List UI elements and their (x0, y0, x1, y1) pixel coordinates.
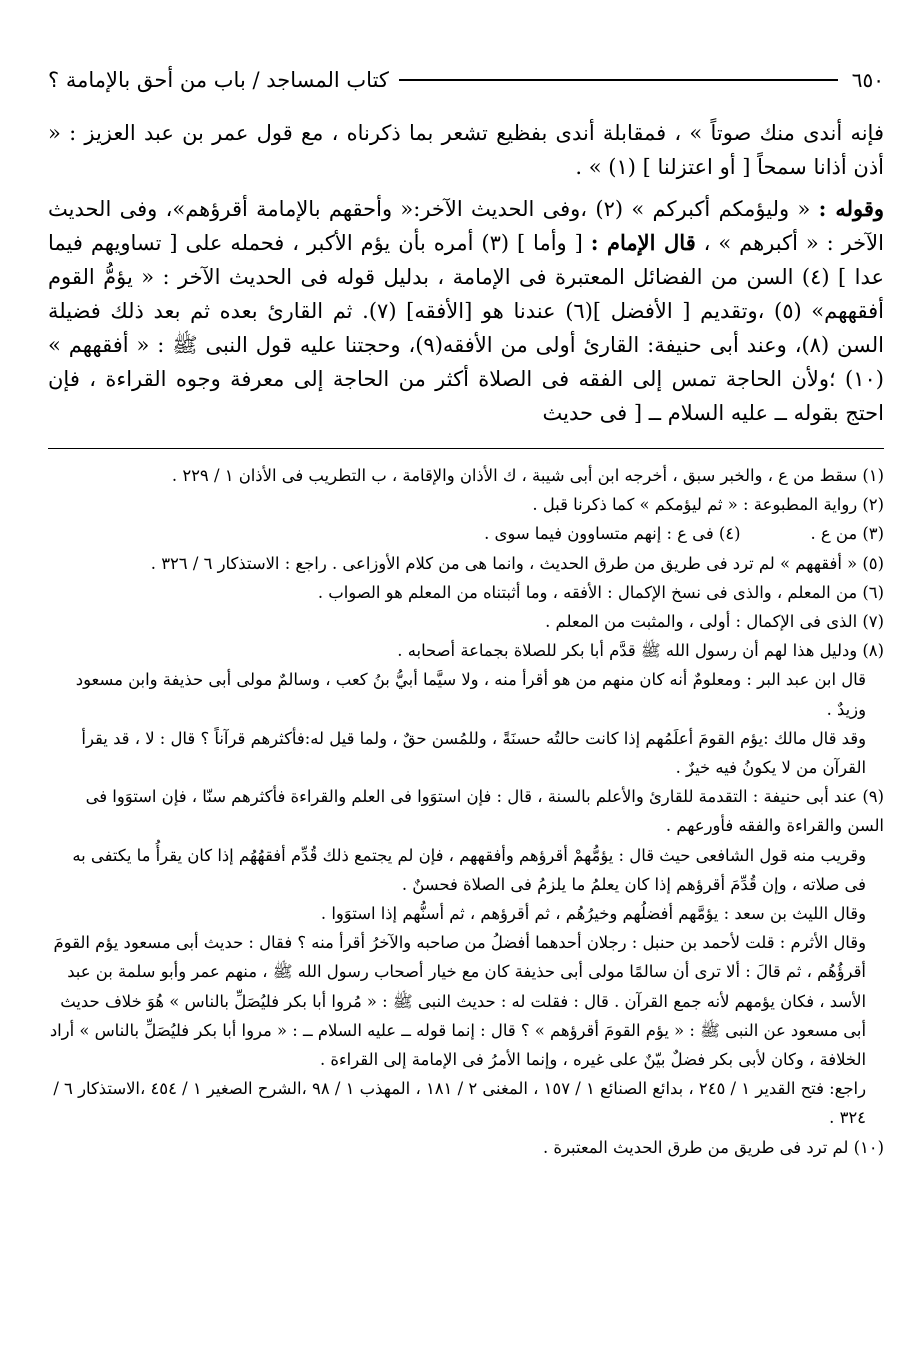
footnote-10: (١٠) لم ترد فى طريق من طرق الحديث المعتبرة . (542, 1137, 884, 1157)
footnote-8-para-b: وقد قال مالك :يؤم القومَ أعلَمُهم إذا كانت حالتُه حسنَةً ، وللمُسن حقٌ ، ولما قيل له:فأكثرهم قرآناً ؟ قال : لا ، قد يقرأ القرآن من لا يكونُ فيه خيرٌ . (81, 728, 866, 778)
footnote-7: (٧) الذى فى الإكمال : أولى ، والمثبت من المعلم . (545, 612, 884, 632)
footnotes (48, 461, 884, 1162)
footnote-9-para-c: وقال الأثرم : قلت لأحمد بن حنبل : رجلان أحدهما أفضلُ من صاحبه والآخرُ أقرأ منه ؟ فقال : حديث أبى مسعود يؤم القومَ أقرؤُهُم ، ثم قالَ : ألا ترى أن سالمًا مولى أبى حذيفة كان مع خيار أصحاب رسول الله ﷺ ، منهم عمر وأبو سلمة بن عبد الأسد ، فكان يؤمهم لأنه جمع القرآن . قال : فقلت له : حديث النبى ﷺ : « مُروا أبا بكر فليُصَلِّ بالناس » هُوَ خلاف حديث أبى مسعود عن النبى ﷺ : « يؤم القومَ أقرؤهم » ؟ قال : إنما قوله ــ عليه السلام ــ : « مروا أبا بكر فليُصَلِّ بالناس » أراد الخلافة ، وكان لأبى بكر فضلٌ بيّنٌ على غيره ، وإنما الأمرُ فى الإمامة إلى القراءة . (49, 933, 866, 1070)
footnote-5: (٥) « أفقههم » لم ترد فى طريق من طرق الحديث ، وانما هى من كلام الأوزاعى . راجع : الاستذكار ٦ / ٣٢٦ . (150, 553, 884, 573)
footnote-9-para-b: وقال الليث بن سعد : يؤمَّهم أفضلُهم وخيرُهُم ، ثم أقرؤهم ، ثم أسنُّهم إذا استوَوا . (320, 904, 866, 924)
header-rule (399, 79, 838, 81)
paragraph-2-part-a: « وليؤمكم أكبركم » (٢) ،وفى الحديث الآخر:« وأحقهم بالإمامة أقرؤهم»، وفى الحديث الآخر : « أكبرهم » ، (48, 197, 884, 255)
lead-word: وقوله : (818, 196, 885, 221)
footnote-2: (٢) رواية المطبوعة : « ثم ليؤمكم » كما ذكرنا قبل . (532, 495, 884, 515)
paragraph-2-part-b: [ وأما ] (٣) أمره بأن يؤم الأكبر ، فحمله على [ تساويهم فيما عدا ] (٤) السن من الفضائل المعتبرة فى الإمامة ، بدليل قوله فى الحديث الآخر : « يؤمُّ القوم أفقههم» (٥) ،وتقديم [ الأفضل ](٦) عندنا هو [الأفقه] (٧). ثم القارئ بعده ثم بعد ذلك فضيلة السن (٨)، وعند أبى حنيفة: القارئ أولى من الأفقه(٩)، وحجتنا عليه قول النبى ﷺ : « أفقههم » (١٠) ؛ولأن الحاجة تمس إلى الفقه فى الصلاة أكثر من الحاجة إلى معرفة وجوه القراءة ، فإن احتج بقوله ــ عليه السلام ــ [ فى حديث (48, 231, 885, 425)
footnote-8-para-a: قال ابن عبد البر : ومعلومٌ أنه كان منهم من هو أقرأ منه ، ولا سيَّما أبيُّ بنُ كعب ، وسالمٌ مولى أبى حذيفة وابن مسعود وزيدٌ . (75, 670, 866, 719)
footnote-1: (١) سقط من ع ، والخبر سبق ، أخرجه ابن أبى شيبة ، ك الأذان والإقامة ، ب التطريب فى الأذان ١ / ٢٢٩ . (171, 466, 884, 485)
footnote-9-para-a: وقريب منه قول الشافعى حيث قال : يؤمُّهمْ أقرؤهم وأفقههم ، فإن لم يجتمع ذلك قُدِّم أفقهُهُم إذا كان يقرأُ ما يكتفى به فى صلاته ، وإن قُدِّمَ أقرؤهم إذا كان يعلمُ ما يلزمُ فى الصلاة فحسنٌ . (72, 845, 866, 894)
footnote-8: (٨) ودليل هذا لهم أن رسول الله ﷺ قدَّم أبا بكر للصلاة بجماعة أصحابه . (397, 641, 884, 661)
footnote-row-3-4 (48, 519, 884, 548)
running-title: كتاب المساجد / باب من أحق بالإمامة ؟ (48, 68, 389, 92)
page-header (48, 58, 884, 102)
paragraph-1: فإنه أندى منك صوتاً » ، فمقابلة أندى بفظيع تشعر بما ذكرناه ، مع قول عمر بن عبد العزيز : « أذن أذانا سمحاً [ أو اعتزلنا ] (١) » . (48, 121, 884, 179)
footnote-3: (٣) من ع . (810, 524, 884, 544)
paragraph-2 (48, 192, 884, 430)
footnote-4: (٤) فى ع : إنهم متساوون فيما سوى . (484, 524, 741, 544)
page-number: ٦٥٠ (851, 68, 884, 92)
footnote-6: (٦) من المعلم ، والذى فى نسخ الإكمال : الأفقه ، وما أثبتناه من المعلم هو الصواب . (317, 582, 884, 602)
footnote-divider (48, 448, 884, 449)
imam-label: قال الإمام : (590, 230, 696, 255)
footnote-9-para-d: راجع: فتح القدير ١ / ٢٤٥ ، بدائع الصنائع ١ / ١٥٧ ، المغنى ٢ / ١٨١ ، المهذب ١ / ٩٨ ،الشرح الصغير ١ / ٤٥٤ ،الاستذكار ٦ / ٣٢٤ . (53, 1079, 866, 1128)
footnote-9: (٩) عند أبى حنيفة : التقدمة للقارئ والأعلم بالسنة ، قال : فإن استوَوا فى العلم والقراءة فأكثرهم سنّا ، فإن استوَوا فى السن والقراءة والفقه فأورعهم . (85, 787, 884, 836)
main-text (48, 116, 884, 430)
